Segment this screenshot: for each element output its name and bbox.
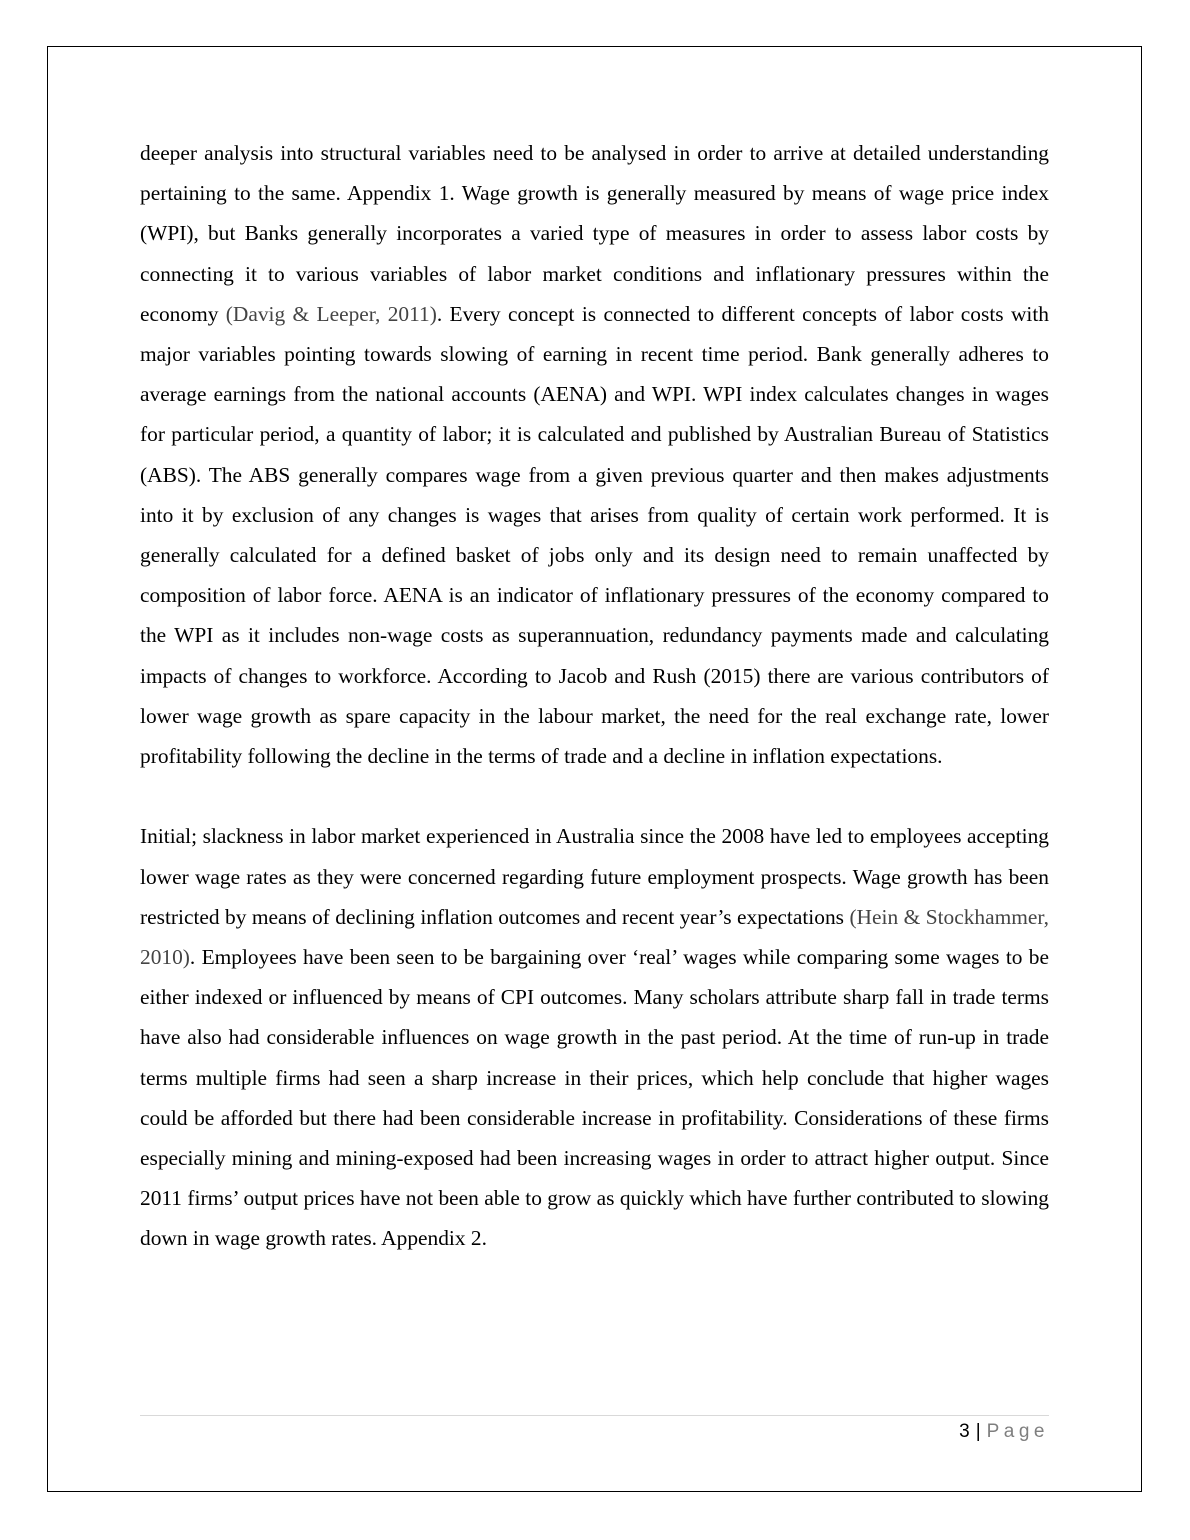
paragraph-2-text-end: . Employees have been seen to be bargaining over ‘real’ wages while comparing some wages to be either indexed or influenced by means of CPI outcomes. Many scholars attribute sharp fall in trade terms have also had considerable influences on wage growth in the past period. At the time of run-up in trade terms multiple firms had seen a sharp increase in their prices, which help conclude that higher wages could be afforded but there had been considerable increase in profitability. Considerations of these firms especially mining and mining-exposed had been increasing wages in order to attract higher output. Since 2011 firms’ output prices have not been able to grow as quickly which have further contributed to slowing down in wage growth rates. Appendix 2. bbox=[140, 945, 1049, 1251]
citation-davig-leeper: (Davig & Leeper, 2011) bbox=[225, 301, 437, 326]
page-footer bbox=[959, 1419, 1049, 1445]
page-label: Page bbox=[986, 1421, 1049, 1442]
paragraph-2-text-start: Initial; slackness in labor market experienced in Australia since the 2008 have led to employees accepting lower wage rates as they were concerned regarding future employment prospects. Wage growth has been restricted by means of declining inflation outcomes and recent year’s expectations bbox=[140, 824, 1049, 929]
footer-divider bbox=[140, 1415, 1049, 1416]
page-number: 3 bbox=[959, 1421, 970, 1442]
paragraph-1-text-start: deeper analysis into structural variables need to be analysed in order to arrive at detailed understanding pertaining to the same. Appendix 1. Wage growth is generally measured by means of wage price index (WPI), but Banks generally incorporates a varied type of measures in order to assess labor costs by connecting it to various variables of labor market conditions and inflationary pressures within the economy bbox=[140, 141, 1049, 326]
paragraph-1-text-end: . Every concept is connected to different concepts of labor costs with major variables pointing towards slowing of earning in recent time period. Bank generally adheres to average earnings from the national accounts (AENA) and WPI. WPI index calculates changes in wages for particular period, a quantity of labor; it is calculated and published by Australian Bureau of Statistics (ABS). The ABS generally compares wage from a given previous quarter and then makes adjustments into it by exclusion of any changes is wages that arises from quality of certain work performed. It is generally calculated for a defined basket of jobs only and its design need to remain unaffected by composition of labor force. AENA is an indicator of inflationary pressures of the economy compared to the WPI as it includes non-wage costs as superannuation, redundancy payments made and calculating impacts of changes to workforce. According to Jacob and Rush (2015) there are various contributors of lower wage growth as spare capacity in the labour market, the need for the real exchange rate, lower profitability following the decline in the terms of trade and a decline in inflation expectations. bbox=[140, 301, 1049, 769]
citation-hein-stockhammer: (Hein & Stockhammer, 2010) bbox=[140, 904, 1049, 970]
paragraph-1 bbox=[140, 133, 1049, 776]
document-body bbox=[140, 133, 1049, 1259]
footer-separator: | bbox=[975, 1421, 981, 1442]
paragraph-2 bbox=[140, 816, 1049, 1258]
